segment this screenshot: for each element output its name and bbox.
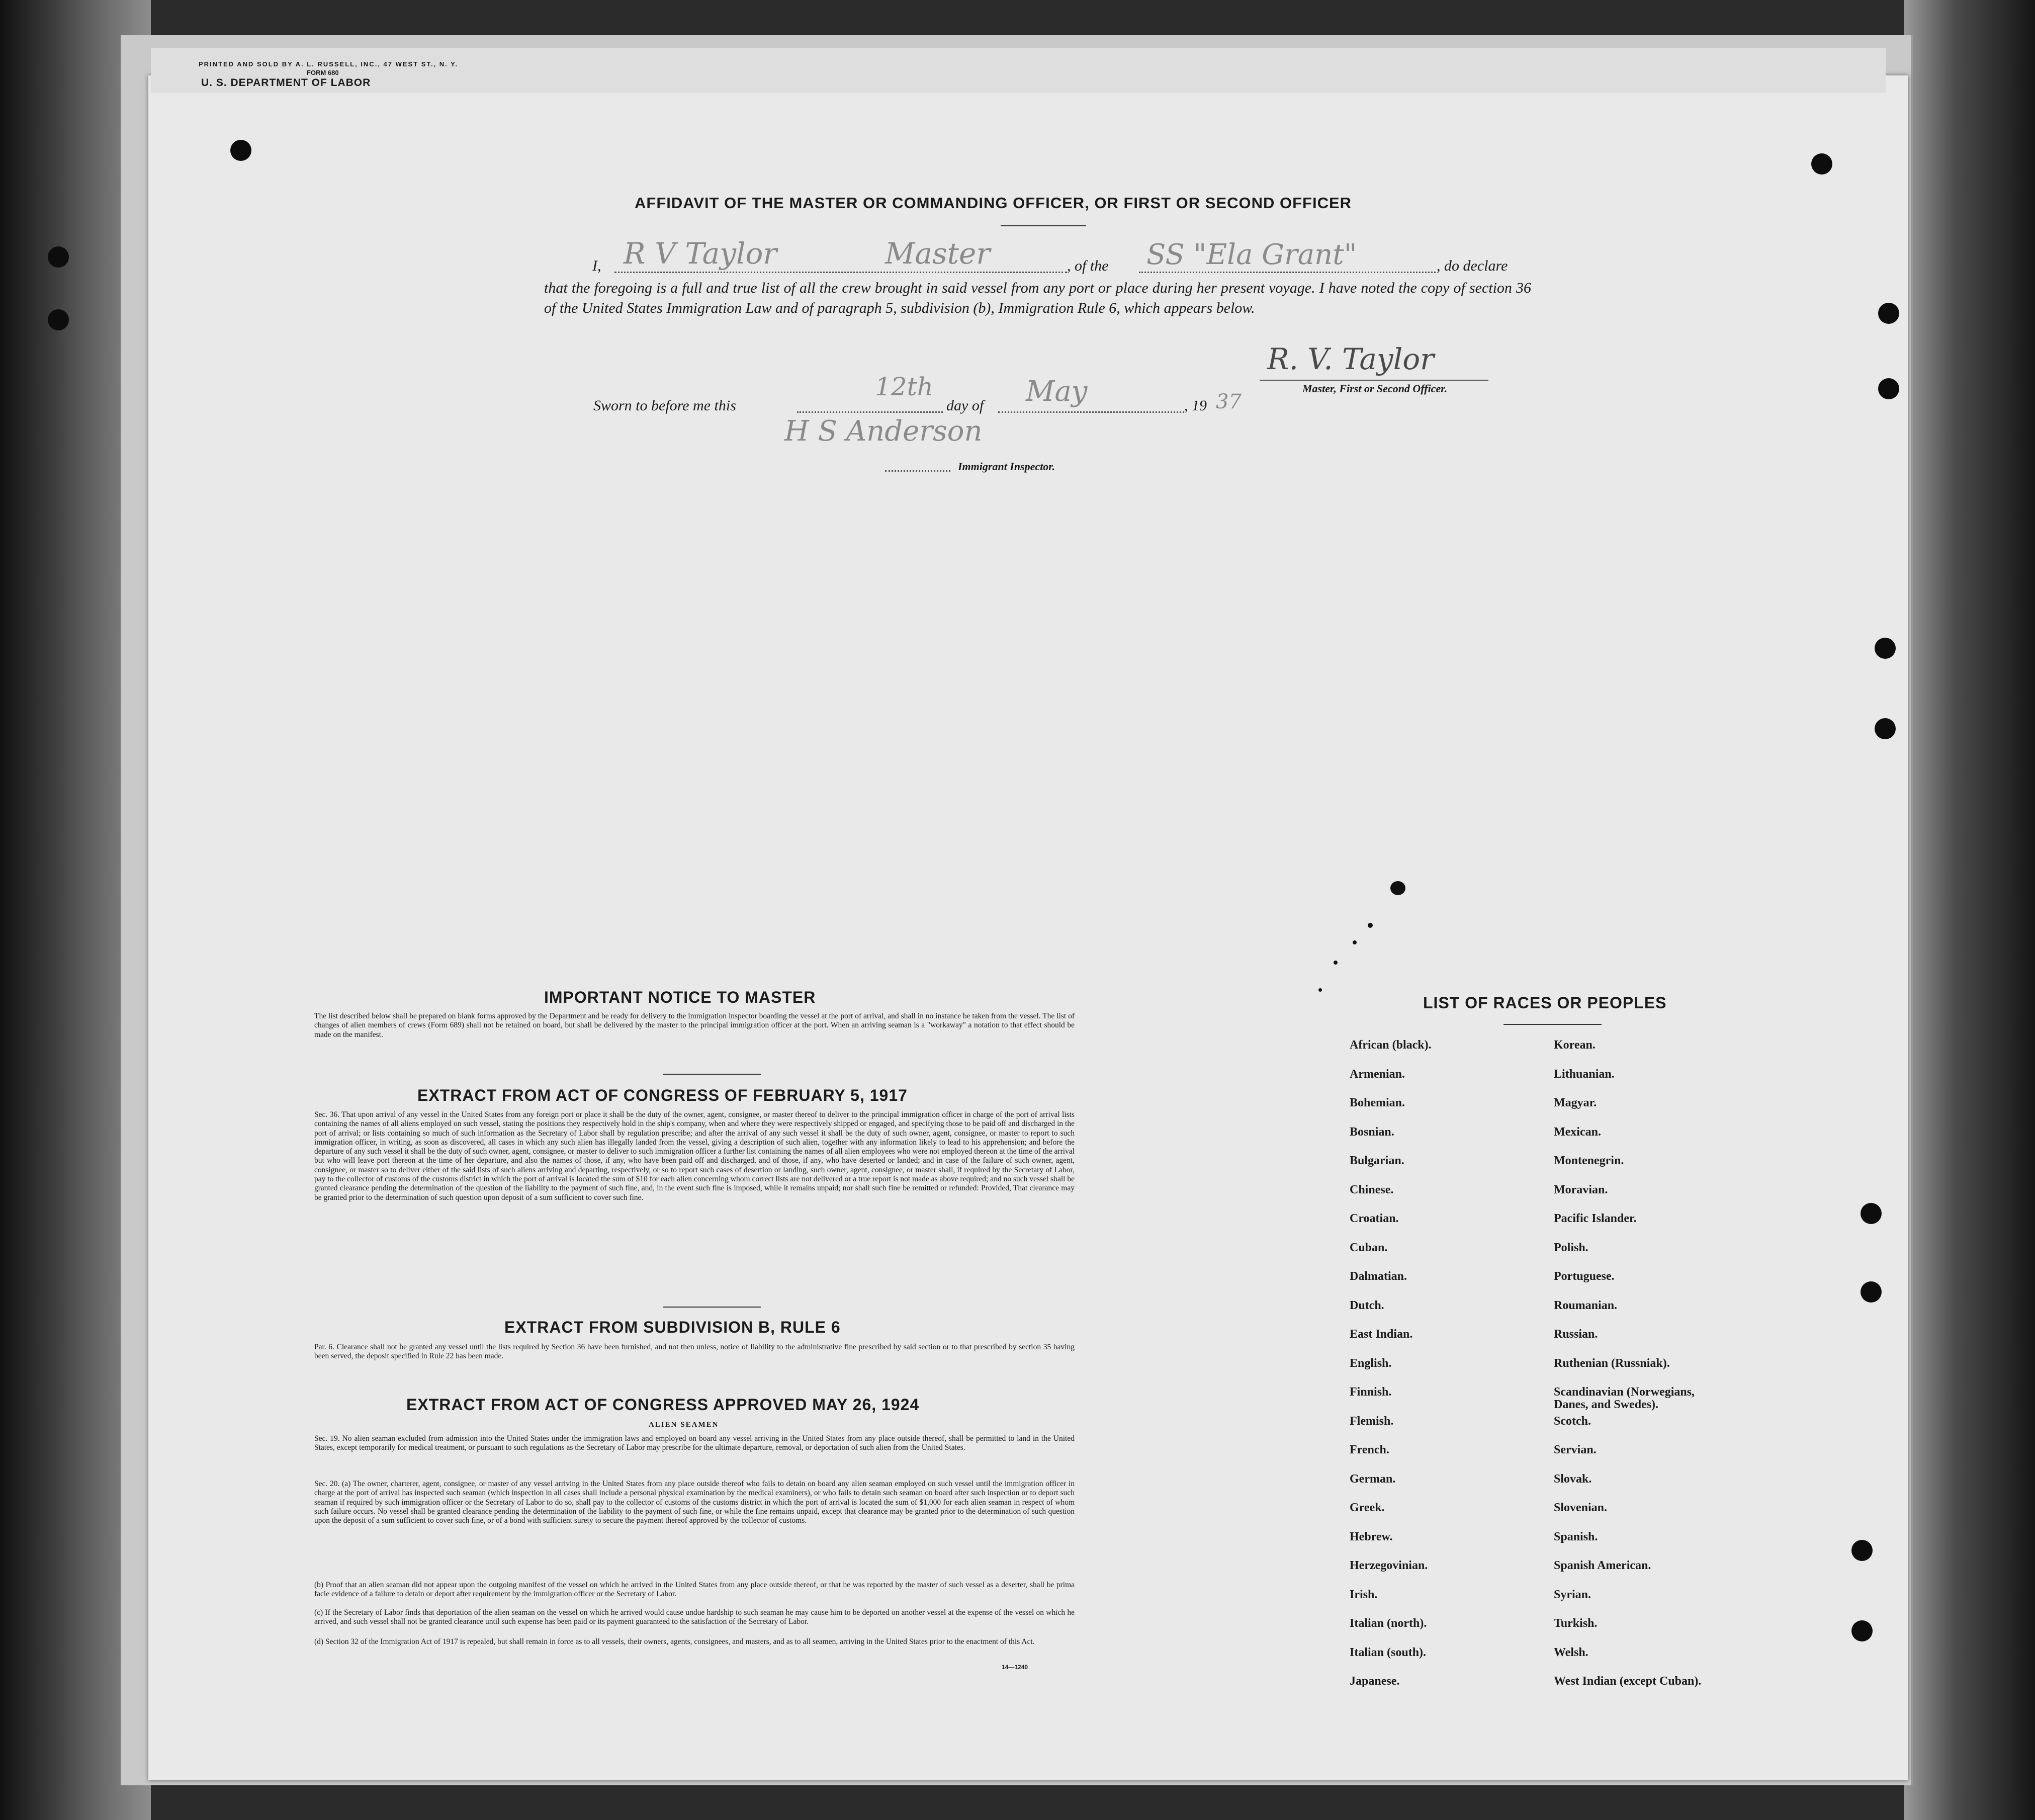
year-prefix: , 19 — [1184, 397, 1207, 414]
race-item: Korean. — [1554, 1038, 1596, 1052]
of-the-label: , of the — [1067, 257, 1109, 274]
race-item: Russian. — [1554, 1328, 1598, 1341]
vessel-name-line — [1139, 272, 1436, 273]
sec19-text: Sec. 19. No alien seaman excluded from admission into the United States under the immigration laws and employed on board any vessel arriving in the United States from any place outside thereof, shall be permitted to land in the United States, except temporarily for medical treatment, or pursuant to such regulations as the Secretary of Labor may prescribe for the ultimate departure, removal, or deportation of such alien from the United States. — [314, 1434, 1075, 1452]
race-item: Portuguese. — [1554, 1270, 1615, 1283]
race-item: Mexican. — [1554, 1125, 1601, 1139]
do-declare-label: , do declare — [1437, 257, 1508, 274]
ink-speck — [1334, 961, 1338, 965]
race-item: Dutch. — [1350, 1298, 1384, 1312]
race-item: Dalmatian. — [1350, 1270, 1407, 1283]
race-item: Italian (north). — [1350, 1617, 1427, 1630]
declarant-name-line — [614, 272, 1067, 273]
race-item: Welsh. — [1554, 1645, 1588, 1659]
punch-hole — [1875, 638, 1896, 659]
sec20a-text: Sec. 20. (a) The owner, charterer, agent, consignee, or master of any vessel arriving in the United States from any place outside thereof who fails to detain on board any alien seaman employed on such vessel until the immigration officer in charge at the port of arrival has inspected such seaman (which inspection in all cases shall include a personal physical examination by the medical examiners), or who fails to detain such seaman on board after such inspection or to deport such seaman if required by such immigration officer or the Secretary of Labor to do so, shall pay to the collector of customs of the customs district in which the port of arrival is located the sum of $1,000 for each alien seaman in respect of whom such failure occurs. No vessel shall be granted clearance pending the determination of the liability to the payment of such fine, or while the fine remains unpaid, except that clearance may be granted prior to the determination of such question upon the deposit of a sum sufficient to cover such fine, or of a bond with sufficient surety to secure the payment thereof approved by the collector of customs. — [314, 1480, 1075, 1525]
inspector-signature-line — [885, 470, 950, 472]
extract-1917-divider — [663, 1307, 761, 1308]
race-item: Bulgarian. — [1350, 1154, 1404, 1167]
ink-speck — [1353, 940, 1357, 944]
sworn-year: 37 — [1216, 390, 1242, 413]
ink-blot — [1390, 881, 1405, 895]
form-code: 14—1240 — [1002, 1664, 1028, 1671]
race-item: West Indian (except Cuban). — [1554, 1675, 1702, 1688]
race-item: Scandinavian (Norwegians, Danes, and Swedes). — [1554, 1385, 1695, 1412]
punch-hole — [1861, 1281, 1882, 1303]
notice-text: The list described below shall be prepared on blank forms approved by the Department and be ready for delivery to the immigration inspector boarding the vessel at the port of arrival, and shall in no instance be taken from the vessel. The list of changes of alien members of crews (Form 689) shall not be retained on board, but shall be delivered by the master to the principal immigration officer at the port. When an arriving seaman is a "workaway" a notation to that effect should be made on the manifest. — [314, 1012, 1075, 1039]
signature-caption: Master, First or Second Officer. — [1302, 382, 1448, 395]
race-item: Moravian. — [1554, 1183, 1608, 1196]
races-right-column — [1554, 1039, 1720, 1704]
races-divider — [1503, 1024, 1602, 1025]
notice-divider — [663, 1074, 761, 1075]
printer-imprint: PRINTED AND SOLD BY A. L. RUSSELL, INC., 47 WEST ST., N. Y. — [199, 60, 458, 68]
affidavit-title: AFFIDAVIT OF THE MASTER OR COMMANDING OFFICER, OR FIRST OR SECOND OFFICER — [635, 194, 1352, 212]
race-item: Bohemian. — [1350, 1096, 1405, 1109]
race-item: Croatian. — [1350, 1212, 1399, 1225]
race-item: Slovenian. — [1554, 1501, 1608, 1514]
race-item: Turkish. — [1554, 1617, 1598, 1630]
sworn-month: May — [1026, 375, 1088, 408]
race-item: Armenian. — [1350, 1067, 1405, 1081]
punch-hole — [48, 309, 69, 330]
signature-line — [1260, 380, 1488, 381]
sworn-day: 12th — [875, 372, 933, 401]
punch-hole — [1875, 718, 1896, 739]
race-item: Bosnian. — [1350, 1125, 1394, 1139]
punch-hole — [1861, 1203, 1882, 1224]
race-item: Flemish. — [1350, 1414, 1394, 1428]
race-item: Servian. — [1554, 1443, 1597, 1456]
race-item: Cuban. — [1350, 1241, 1388, 1254]
declarant-name: R V Taylor — [624, 236, 777, 271]
day-of-label: day of — [946, 397, 984, 414]
race-item: Chinese. — [1350, 1183, 1394, 1196]
notice-title: IMPORTANT NOTICE TO MASTER — [544, 988, 816, 1006]
inspector-signature: H S Anderson — [784, 415, 983, 448]
punch-hole — [1878, 378, 1899, 399]
master-signature: R. V. Taylor — [1267, 342, 1434, 376]
extract-1924-title: EXTRACT FROM ACT OF CONGRESS APPROVED MAY 26, 1924 — [406, 1396, 920, 1414]
race-item: Italian (south). — [1350, 1645, 1427, 1659]
race-item: Spanish American. — [1554, 1559, 1651, 1572]
declarant-prefix: I, — [592, 257, 601, 274]
race-item: German. — [1350, 1472, 1396, 1486]
extract-rule6-text: Par. 6. Clearance shall not be granted any vessel until the lists required by Section 36 have been furnished, and not then unless, notice of liability to the administrative fine prescribed by said section or to that prescribed by section 35 having been served, the deposit specified in Rule 22 has been made. — [314, 1343, 1075, 1361]
race-item: African (black). — [1350, 1038, 1432, 1052]
alien-seamen-subtitle: ALIEN SEAMEN — [649, 1421, 719, 1429]
race-item: French. — [1350, 1443, 1389, 1456]
race-item: English. — [1350, 1356, 1392, 1370]
inspector-caption: Immigrant Inspector. — [958, 460, 1055, 473]
department-name: U. S. DEPARTMENT OF LABOR — [201, 77, 371, 89]
sec20d-text: (d) Section 32 of the Immigration Act of 1917 is repealed, but shall remain in force as to all vessels, their owners, agents, consignees, and masters, and as to all seamen, arriving in the United States prior to the enactment of this Act. — [314, 1637, 1035, 1646]
race-item: Montenegrin. — [1554, 1154, 1624, 1167]
race-item: Herzegovinian. — [1350, 1559, 1428, 1572]
title-divider — [1001, 225, 1086, 226]
punch-hole — [230, 140, 251, 161]
races-title: LIST OF RACES OR PEOPLES — [1423, 994, 1667, 1012]
punch-hole — [1851, 1620, 1873, 1641]
scan-background-right — [1904, 0, 2035, 1820]
form-header-strip — [151, 48, 1886, 93]
punch-hole — [48, 246, 69, 268]
race-item: Pacific Islander. — [1554, 1212, 1637, 1225]
punch-hole — [1851, 1540, 1873, 1561]
race-item: Polish. — [1554, 1241, 1588, 1254]
extract-rule6-title: EXTRACT FROM SUBDIVISION B, RULE 6 — [504, 1318, 841, 1336]
race-item: Syrian. — [1554, 1588, 1591, 1601]
sworn-day-line — [797, 411, 943, 413]
race-item: Magyar. — [1554, 1096, 1597, 1109]
race-item: Roumanian. — [1554, 1298, 1618, 1312]
race-item: Irish. — [1350, 1588, 1378, 1601]
race-item: Greek. — [1350, 1501, 1385, 1514]
punch-hole — [1811, 153, 1832, 175]
sec20c-text: (c) If the Secretary of Labor finds that deportation of the alien seaman on the vessel on which he arrived would cause undue hardship to such seaman he may cause him to be deported on another vessel at the expense of the vessel on which he arrived, and such vessel shall not be granted clearance until such expense has been paid or its payment guaranteed to the satisfaction of the Secretary of Labor. — [314, 1608, 1075, 1626]
race-item: Spanish. — [1554, 1530, 1598, 1543]
race-item: Scotch. — [1554, 1414, 1591, 1428]
extract-1917-title: EXTRACT FROM ACT OF CONGRESS OF FEBRUARY 5, 1917 — [417, 1086, 908, 1104]
affidavit-body: that the foregoing is a full and true list of all the crew brought in said vessel from any port or place during her present voyage. I have noted the copy of section 36 of the United States Immigration Law and of paragraph 5, subdivision (b), Immigration Rule 6, which appears below. — [544, 280, 1531, 316]
race-item: Finnish. — [1350, 1385, 1392, 1399]
race-item: Slovak. — [1554, 1472, 1592, 1486]
race-item: Hebrew. — [1350, 1530, 1393, 1543]
ink-speck — [1318, 988, 1322, 992]
ink-speck — [1368, 923, 1373, 928]
race-item: East Indian. — [1350, 1328, 1413, 1341]
races-left-column — [1350, 1039, 1432, 1704]
sworn-month-line — [998, 411, 1184, 413]
race-item: Ruthenian (Russniak). — [1554, 1356, 1670, 1370]
sworn-prefix: Sworn to before me this — [593, 397, 736, 414]
race-item: Japanese. — [1350, 1675, 1400, 1688]
punch-hole — [1878, 303, 1899, 324]
vessel-name: SS "Ela Grant" — [1146, 238, 1357, 271]
race-item: Lithuanian. — [1554, 1067, 1615, 1081]
form-number: FORM 680 — [307, 69, 339, 76]
declarant-rank: Master — [885, 236, 991, 271]
extract-1917-text: Sec. 36. That upon arrival of any vessel in the United States from any foreign port or place it shall be the duty of the owner, agent, consignee, or master thereof to deliver to the principal immigration officer in charge of the port of arrival lists containing the names of all aliens employed on such vessel, stating the positions they respectively hold in the ship's company, when and where they were respectively shipped or engaged, and specifying those to be paid off and discharged in the port of arrival; or lists containing so much of such information as the Secretary of Labor shall by regulation prescribe; and after the arrival of any such vessel it shall be the duty of such owner, agent, consignee, or master to report to such immigration officer, in writing, as soon as discovered, all cases in which any such alien has illegally landed from the vessel, giving a description of such alien, together with any information likely to lead to his apprehension; and before the departure of any such vessel it shall be the duty of such owner, agent, consignee, or master to deliver to such immigration officer a further list containing the names of all alien employees who were not employed thereon at the time of the arrival but who will leave port thereon at the time of her departure, and also the names of those, if any, who have been paid off and discharged, and of those, if any, who have deserted or landed; and in case of the failure of such owner, agent, consignee, or master so to deliver either of the said lists of such aliens arriving and departing, respectively, or so to report such cases of desertion or landing, such owner, agent, consignee, or master shall, if required by the Secretary of Labor, pay to the collector of customs of the customs district in which the port of arrival is located the sum of $10 for each alien concerning whom correct lists are not delivered or a true report is not made as above required; and no such vessel shall be granted clearance pending the determination of the question of the liability to the payment of such fine, and, in the event such fine is imposed, while it remains unpaid; nor shall such fine be remitted or refunded: Provided, That clearance may be granted prior to the determination of such question upon deposit of a sum sufficient to cover such fine. — [314, 1110, 1075, 1202]
sec20b-text: (b) Proof that an alien seaman did not appear upon the outgoing manifest of the vessel on which he arrived in the United States from any place outside thereof, or that he was reported by the master of such vessel as a deserter, shall be prima facie evidence of a failure to detain or deport after requirement by the immigration officer or the Secretary of Labor. — [314, 1581, 1075, 1599]
